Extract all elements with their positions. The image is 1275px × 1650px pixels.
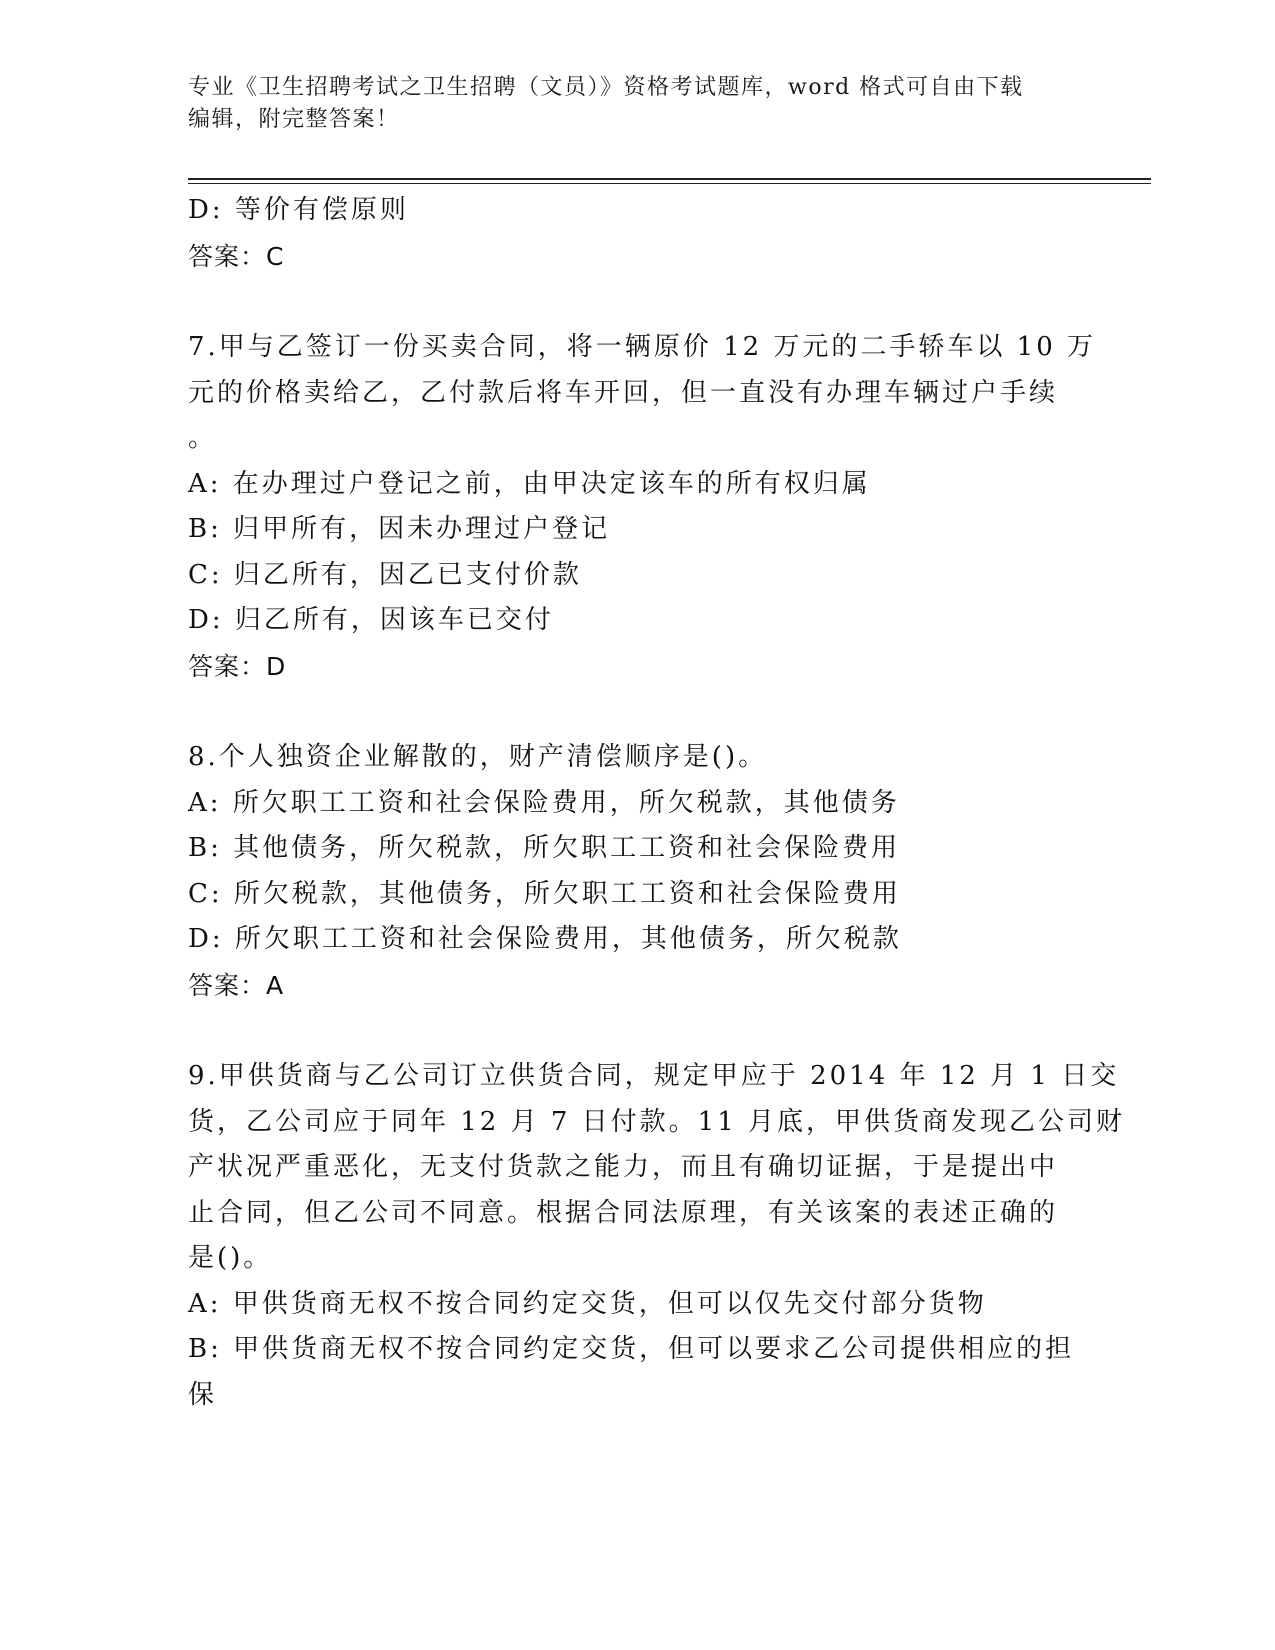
spacer (188, 1008, 1088, 1054)
spacer (188, 279, 1088, 325)
q7-stem-line-3: 。 (188, 423, 218, 453)
spacer (188, 689, 1088, 735)
question-9 (188, 1054, 1126, 1418)
q7-stem-line-1: 7.甲与乙签订一份买卖合同，将一辆原价 12 万元的二手轿车以 10 万 (188, 332, 1097, 362)
q6-option-d: D: 等价有偿原则 (188, 195, 409, 225)
q8-option-c: C: 所欠税款，其他债务，所欠职工工资和社会保险费用 (188, 878, 901, 909)
q7-answer: 答案：D (188, 651, 287, 681)
q8-option-d: D: 所欠职工工资和社会保险费用，其他债务，所欠税款 (188, 924, 902, 954)
q7-option-d: D: 归乙所有，因该车已交付 (188, 605, 554, 635)
q7-option-b: B: 归甲所有，因未办理过户登记 (188, 514, 611, 544)
q9-stem-line-3: 产状况严重恶化，无支付货款之能力，而且有确切证据，于是提出中 (188, 1152, 1059, 1182)
q8-option-b: B: 其他债务，所欠税款，所欠职工工资和社会保险费用 (188, 833, 901, 863)
q7-stem-line-2: 元的价格卖给乙，乙付款后将车开回，但一直没有办理车辆过户手续 (188, 377, 1059, 408)
q8-stem-line-1: 8.个人独资企业解散的，财产清偿顺序是()。 (188, 742, 768, 772)
q9-stem-line-5: 是()。 (188, 1243, 273, 1273)
document-body (188, 188, 1126, 1418)
question-6-tail (188, 188, 1088, 279)
q9-option-b: B: 甲供货商无权不按合同约定交货，但可以要求乙公司提供相应的担 (188, 1334, 1075, 1364)
q9-stem-line-2: 货，乙公司应于同年 12 月 7 日付款。11 月底，甲供货商发现乙公司财 (188, 1106, 1126, 1137)
header-rule-thick (188, 178, 1151, 180)
question-8 (188, 735, 1088, 1008)
question-7 (188, 325, 1097, 689)
q9-stem-line-4: 止合同，但乙公司不同意。根据合同法原理，有关该案的表述正确的 (188, 1197, 1059, 1228)
q8-option-a: A: 所欠职工工资和社会保险费用，所欠税款，其他债务 (188, 787, 900, 818)
document-header (188, 72, 1088, 136)
q7-option-c: C: 归乙所有，因乙已支付价款 (188, 559, 582, 590)
q9-option-b-continued: 保 (188, 1379, 218, 1410)
q9-stem-line-1: 9.甲供货商与乙公司订立供货合同，规定甲应于 2014 年 12 月 1 日交 (188, 1061, 1120, 1091)
q7-option-a: A: 在办理过户登记之前，由甲决定该车的所有权归属 (188, 468, 871, 499)
header-rule-thin (188, 183, 1151, 184)
header-line-1: 专业《卫生招聘考试之卫生招聘（文员）》资格考试题库，word 格式可自由下载 (188, 75, 1024, 100)
header-line-2: 编辑，附完整答案！ (188, 107, 400, 132)
q9-option-a: A: 甲供货商无权不按合同约定交货，但可以仅先交付部分货物 (188, 1288, 987, 1319)
q8-answer: 答案：A (188, 970, 285, 1000)
q6-answer: 答案：C (188, 241, 285, 271)
